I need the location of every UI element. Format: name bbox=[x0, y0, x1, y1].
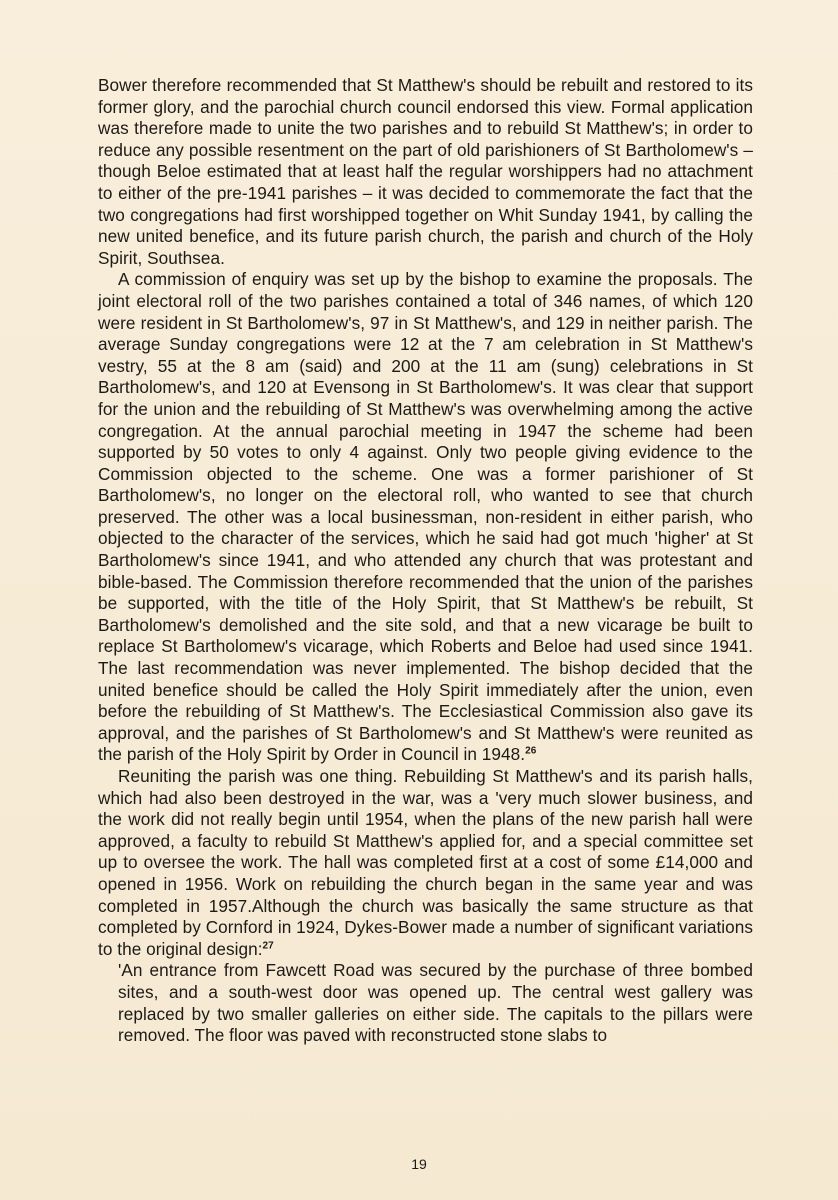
quotation-paragraph: 'An entrance from Fawcett Road was secured by the purchase of three bombed sites, and a south-west door was opened up. The central west gallery was replaced by two smaller galleries on either side. The capitals to the pillars were removed. The floor was paved with reconstructed stone slabs to bbox=[118, 960, 753, 1046]
footnote-ref-26: 26 bbox=[525, 745, 537, 757]
paragraph-1: Bower therefore recommended that St Matthew's should be rebuilt and restored to its former glory, and the parochial church council endorsed this view. Formal application was therefore made to unite the two parishes and to rebuild St Matthew's; in order to reduce any possible resentment on the part of old parishioners of St Bartholomew's – though Beloe estimated that at least half the regular worshippers had no attachment to either of the pre-1941 parishes – it was decided to commemorate the fact that the two congregations had first worshipped together on Whit Sunday 1941, by calling the new united benefice, and its future parish church, the parish and church of the Holy Spirit, Southsea. bbox=[98, 75, 753, 268]
body-text bbox=[98, 75, 753, 1047]
paragraph-2 bbox=[98, 269, 753, 766]
footnote-ref-27: 27 bbox=[262, 940, 274, 952]
paragraph-3-text: Reuniting the parish was one thing. Rebuilding St Matthew's and its parish halls, which had also been destroyed in the war, was a 'very much slower business, and the work did not really begin until 1954, when the plans of the new parish hall were approved, a faculty to rebuild St Matthew's applied for, and a special committee set up to oversee the work. The hall was completed first at a cost of some £14,000 and opened in 1956. Work on rebuilding the church began in the same year and was completed in 1957.Although the church was basically the same structure as that completed by Cornford in 1924, Dykes-Bower made a number of significant variations to the original design: bbox=[98, 766, 753, 959]
page-number: 19 bbox=[411, 1156, 427, 1172]
paragraph-2-text: A commission of enquiry was set up by the bishop to examine the proposals. The joint electoral roll of the two parishes contained a total of 346 names, of which 120 were resident in St Bartholomew's, 97 in St Matthew's, and 129 in neither parish. The average Sunday congregations were 12 at the 7 am celebration in St Matthew's vestry, 55 at the 8 am (said) and 200 at the 11 am (sung) celebrations in St Bartholomew's, and 120 at Evensong in St Bartholomew's. It was clear that support for the union and the rebuilding of St Matthew's was overwhelming among the active congregation. At the annual parochial meeting in 1947 the scheme had been supported by 50 votes to only 4 against. Only two people giving evidence to the Commission objected to the scheme. One was a former parishioner of St Bartholomew's, no longer on the electoral roll, who wanted to see that church preserved. The other was a local businessman, non-resident in either parish, who objected to the character of the services, which he said had got much 'higher' at St Bartholomew's since 1941, and who attended any church that was protestant and bible-based. The Commission therefore recommended that the union of the parishes be supported, with the title of the Holy Spirit, that St Matthew's be rebuilt, St Bartholomew's demolished and the site sold, and that a new vicarage be built to replace St Bartholomew's vicarage, which Roberts and Beloe had used since 1941. The last recommendation was never implemented. The bishop decided that the united benefice should be called the Holy Spirit immediately after the union, even before the rebuilding of St Matthew's. The Ecclesiastical Commission also gave its approval, and the parishes of St Bartholomew's and St Matthew's were reunited as the parish of the Holy Spirit by Order in Council in 1948. bbox=[98, 269, 753, 765]
paragraph-3 bbox=[98, 766, 753, 960]
